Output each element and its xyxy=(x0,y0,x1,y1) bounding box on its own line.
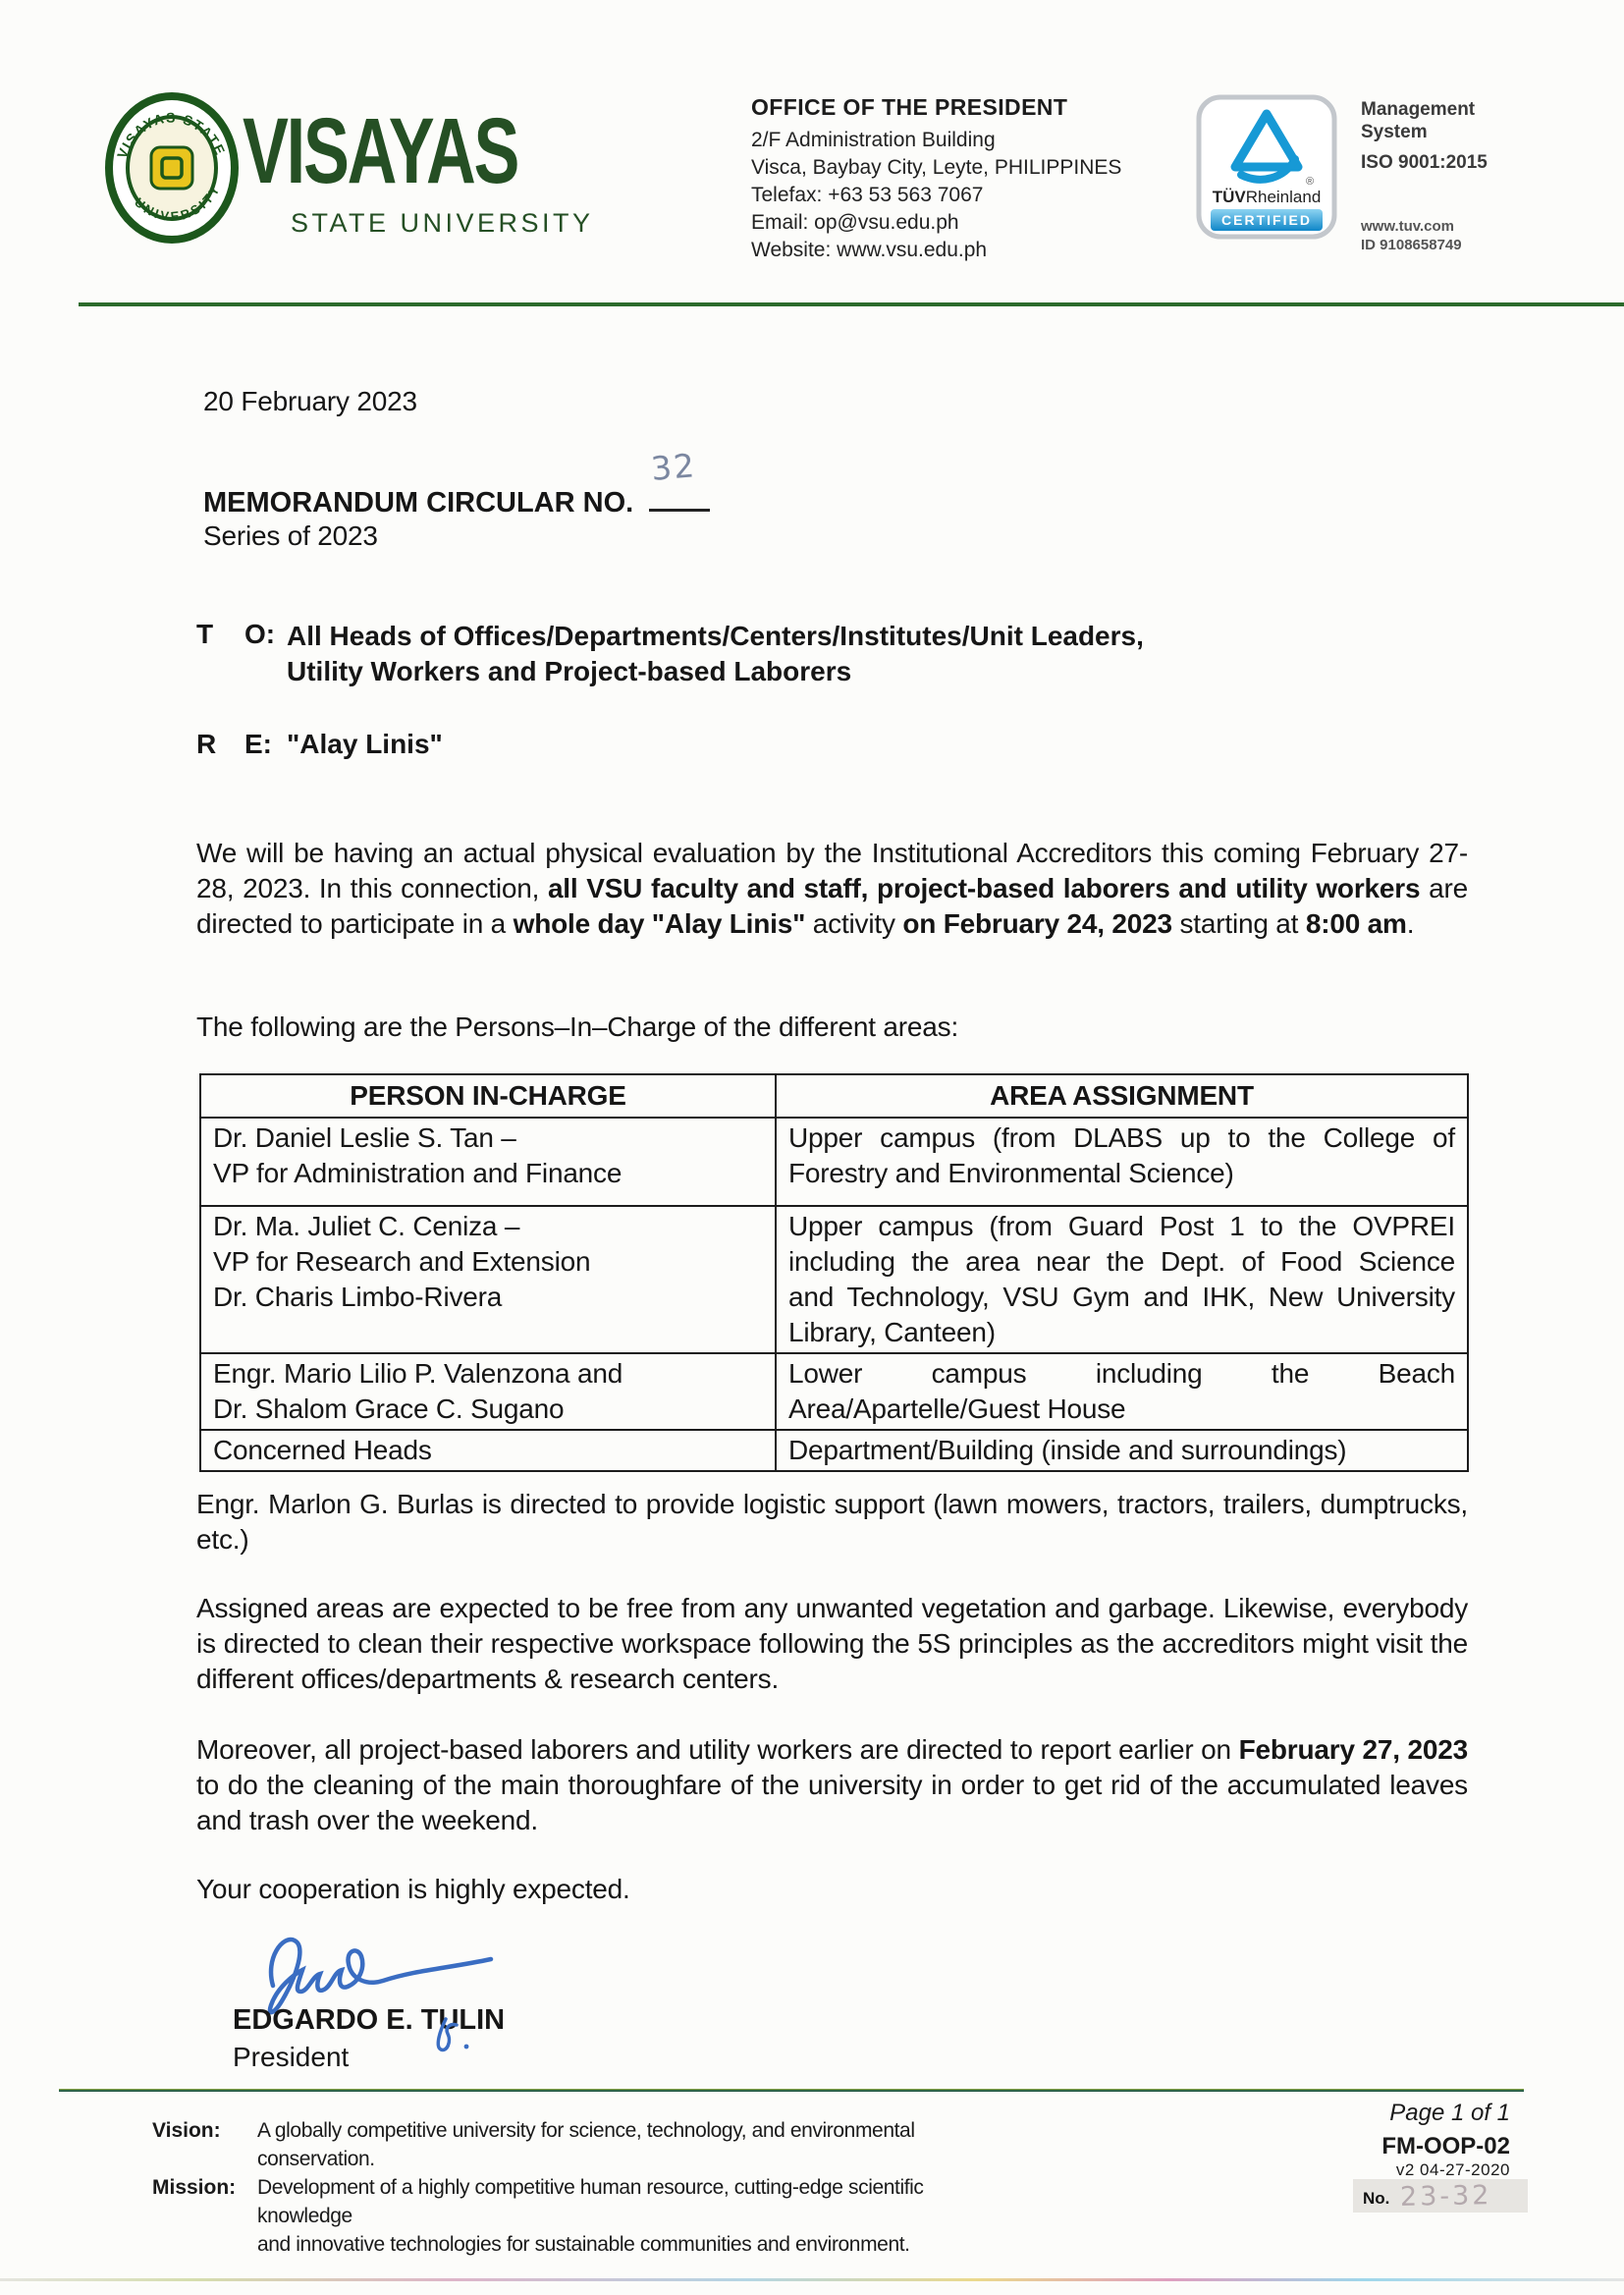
tuv-brand-bold: TÜV xyxy=(1212,188,1246,206)
p1-seg9: . xyxy=(1406,908,1415,939)
table-row xyxy=(200,1353,1468,1430)
seal-arc-top-text: VISAYAS STATE xyxy=(113,109,230,161)
to-letter-t: T xyxy=(196,619,214,649)
person-cell xyxy=(200,1206,776,1353)
re-subject: "Alay Linis" xyxy=(287,729,443,759)
memo-number-line xyxy=(203,446,710,519)
control-number-label: No. xyxy=(1363,2189,1390,2208)
control-number-stamp xyxy=(1353,2179,1528,2213)
re-letter-r: R xyxy=(196,729,217,759)
area-line: Forestry and Environmental Science) xyxy=(788,1158,1234,1188)
area-assignment-table xyxy=(199,1073,1469,1472)
form-info-block xyxy=(1257,2100,1510,2180)
paragraph-logistics: Engr. Marlon G. Burlas is directed to provide logistic support (lawn mowers, tractors, trailers, dumptrucks, etc.) xyxy=(196,1489,1468,1555)
office-address-line2: Visca, Baybay City, Leyte, PHILIPPINES xyxy=(751,156,1122,179)
person-line: VP for Research and Extension xyxy=(213,1246,591,1277)
university-seal xyxy=(103,90,241,250)
signatory-name: EDGARDO E. TULIN xyxy=(233,2004,506,2036)
area-line: Area/Apartelle/Guest House xyxy=(788,1393,1126,1424)
mission-line2: and innovative technologies for sustainable communities and environment. xyxy=(257,2233,910,2256)
scan-artifact-line xyxy=(0,2278,1624,2281)
area-cell xyxy=(776,1118,1468,1206)
certification-text-block xyxy=(1361,98,1597,254)
vision-label: Vision: xyxy=(152,2119,221,2142)
memo-date: 20 February 2023 xyxy=(203,386,417,416)
area-cell xyxy=(776,1206,1468,1353)
office-email: Email: op@vsu.edu.ph xyxy=(751,211,959,234)
office-address-line1: 2/F Administration Building xyxy=(751,129,996,151)
university-wordmark-subtitle: STATE UNIVERSITY xyxy=(291,208,594,238)
office-title: OFFICE OF THE PRESIDENT xyxy=(751,94,1068,120)
paragraph-evaluation xyxy=(196,836,1468,942)
table-header-row xyxy=(200,1074,1468,1118)
p5-seg1: Moreover, all project-based laborers and utility workers are directed to report earlier on xyxy=(196,1734,1239,1765)
p5-seg3: to do the cleaning of the main thoroughfare of the university in order to get rid of the accumulated leaves and trash over the weekend. xyxy=(196,1770,1468,1835)
to-line2: Utility Workers and Project-based Laborers xyxy=(287,656,852,686)
area-line: Upper campus (from DLABS up to the College of xyxy=(788,1122,1455,1153)
registered-mark: ® xyxy=(1306,176,1315,188)
svg-text:TÜVRheinland xyxy=(1213,188,1322,206)
person-line: VP for Administration and Finance xyxy=(213,1158,623,1188)
cert-line1: Management xyxy=(1361,99,1476,120)
person-cell xyxy=(200,1353,776,1430)
tuv-brand-rest: Rheinland xyxy=(1245,188,1322,206)
university-seal-icon xyxy=(103,90,241,246)
office-telefax: Telefax: +63 53 563 7067 xyxy=(751,184,984,206)
p1-seg7: starting at xyxy=(1171,908,1306,939)
area-line: Library, Canteen) xyxy=(788,1317,996,1347)
person-line: Concerned Heads xyxy=(213,1435,432,1465)
mission-label: Mission: xyxy=(152,2176,237,2199)
col-header-person: PERSON IN-CHARGE xyxy=(200,1074,776,1118)
to-line1: All Heads of Offices/Departments/Centers/Institutes/Unit Leaders, xyxy=(287,621,1144,651)
tuv-certified-label: CERTIFIED xyxy=(1221,212,1312,228)
office-website: Website: www.vsu.edu.ph xyxy=(751,239,988,261)
mission-line1: Development of a highly competitive human resource, cutting-edge scientific knowledge xyxy=(257,2176,924,2227)
cert-line2: System xyxy=(1361,122,1428,142)
tuv-certification-badge xyxy=(1196,94,1337,245)
footer-divider xyxy=(59,2089,1524,2092)
person-line: Dr. Ma. Juliet C. Ceniza – xyxy=(213,1211,520,1241)
col-header-area: AREA ASSIGNMENT xyxy=(776,1074,1468,1118)
memo-number-underline xyxy=(649,446,710,512)
to-letter-o: O: xyxy=(244,619,276,649)
person-cell xyxy=(200,1430,776,1471)
area-line: and Technology, VSU Gym and IHK, New University xyxy=(788,1282,1455,1312)
signature-flourish-icon xyxy=(430,2013,481,2062)
p1-seg5: activity xyxy=(805,908,903,939)
page-number: Page 1 of 1 xyxy=(1389,2100,1510,2126)
tuv-badge-icon xyxy=(1196,94,1337,240)
area-line: Upper campus (from Guard Post 1 to the OVPREI xyxy=(788,1211,1455,1241)
paragraph-persons-intro: The following are the Persons–In–Charge of the different areas: xyxy=(196,1011,959,1042)
table-row xyxy=(200,1430,1468,1471)
table-row xyxy=(200,1118,1468,1206)
area-cell xyxy=(776,1430,1468,1471)
memo-label: MEMORANDUM CIRCULAR NO. xyxy=(203,487,634,519)
control-number-value: 23-32 xyxy=(1399,2180,1492,2213)
office-address-block xyxy=(751,94,1173,264)
area-cell xyxy=(776,1353,1468,1430)
re-letter-e: E: xyxy=(244,729,272,759)
person-line: Dr. Charis Limbo-Rivera xyxy=(213,1282,503,1312)
to-recipients xyxy=(287,619,1229,689)
person-line: Dr. Daniel Leslie S. Tan – xyxy=(213,1122,516,1153)
header-divider xyxy=(79,302,1624,306)
area-line: including the area near the Dept. of Food Science xyxy=(788,1246,1455,1277)
area-line: Department/Building (inside and surroundings) xyxy=(788,1435,1347,1465)
p1-seg1: We will be having an actual physical evaluation by the Institutional Accreditors this coming February 27-28, 2023. In this connection, xyxy=(196,838,1468,903)
person-cell xyxy=(200,1118,776,1206)
vision-mission-block xyxy=(152,2116,1003,2259)
mission-text xyxy=(257,2173,1003,2259)
paragraph-moreover xyxy=(196,1732,1468,1838)
form-version: v2 04-27-2020 xyxy=(1395,2160,1510,2179)
person-line: Dr. Shalom Grace C. Sugano xyxy=(213,1393,565,1424)
vision-text: A globally competitive university for science, technology, and environmental conservation. xyxy=(257,2119,915,2170)
p5-seg2: February 27, 2023 xyxy=(1238,1734,1468,1765)
p1-seg8: 8:00 am xyxy=(1305,908,1407,939)
form-code: FM-OOP-02 xyxy=(1381,2133,1510,2159)
signature-flourish xyxy=(430,2013,481,2067)
paragraph-assigned-areas: Assigned areas are expected to be free from any unwanted vegetation and garbage. Likewise, everybody is directed to clean their respective workspace following the 5S principles as the accreditors might visit the different offices/departments & research centers. xyxy=(196,1593,1468,1694)
p1-seg2: all VSU faculty and staff, project-based laborers and utility workers xyxy=(547,873,1421,903)
signatory-title: President xyxy=(233,2042,350,2072)
p1-seg6: on February 24, 2023 xyxy=(902,908,1172,939)
p1-seg4: whole day "Alay Linis" xyxy=(513,908,806,939)
paragraph-cooperation: Your cooperation is highly expected. xyxy=(196,1874,630,1904)
memo-number-handwritten: 32 xyxy=(649,446,698,488)
cert-standard: ISO 9001:2015 xyxy=(1361,152,1488,173)
university-wordmark: VISAYAS xyxy=(243,99,518,203)
cert-id: ID 9108658749 xyxy=(1361,237,1462,253)
memo-series: Series of 2023 xyxy=(203,520,378,551)
p1-seg3: are directed to participate in a xyxy=(196,873,1468,939)
person-line: Engr. Mario Lilio P. Valenzona and xyxy=(213,1358,623,1389)
cert-url: www.tuv.com xyxy=(1361,218,1455,235)
table-row xyxy=(200,1206,1468,1353)
seal-arc-bottom-text: UNIVERSITY xyxy=(132,181,224,225)
area-line: Lower campus including the Beach xyxy=(788,1358,1455,1389)
